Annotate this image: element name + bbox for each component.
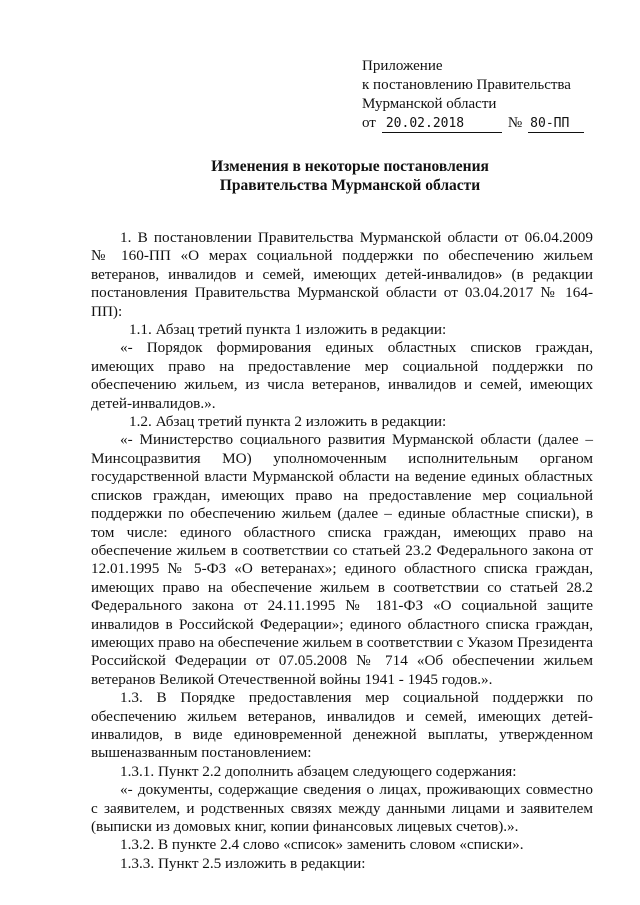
paragraph-1-3-1-text: «- документы, содержащие сведения о лицах, проживающих совместно с заявителем, и родственных связях между данными лицами и заявителем (выписки из домовых книг, копии финансовых лицевых счетов).». bbox=[91, 781, 593, 835]
document-body bbox=[91, 229, 593, 873]
paragraph-1-3-3: 1.3.3. Пункт 2.5 изложить в редакции: bbox=[120, 854, 366, 872]
paragraph-1-3-2: 1.3.2. В пункте 2.4 слово «список» заменить словом «списки». bbox=[120, 836, 524, 854]
number-label: № bbox=[507, 115, 523, 131]
paragraph-1-2-text: «- Министерство социального развития Мурманской области (далее – Минсоцразвития МО) уполномоченным исполнительным органом государственной власти Мурманской области на ведение единых областных списков граждан, имеющих право на предоставление мер социальной поддержки по обеспечению жильем (далее – единые областные списки), в том числе: единого областного списка граждан, имеющих право на обеспечение жильем в соответствии со статьей 23.2 Федерального закона от 12.01.1995 № 5-ФЗ «О ветеранах»; единого областного списка граждан, имеющих право на обеспечение жильем в соответствии со статьей 28.2 Федерального закона от 24.11.1995 № 181-ФЗ «О социальной защите инвалидов в Российской Федерации»; единого областного списка граждан, имеющих право на обеспечение жильем в соответствии с Указом Президента Российской Федерации от 07.05.2008 № 714 «Об обеспечении жильем ветеранов Великой Отечественной войны 1941 - 1945 годов.». bbox=[91, 431, 593, 688]
document-title bbox=[0, 157, 640, 195]
paragraph-1-2: 1.2. Абзац третий пункта 2 изложить в редакции: bbox=[129, 413, 447, 431]
paragraph-1-1: 1.1. Абзац третий пункта 1 изложить в редакции: bbox=[129, 321, 447, 339]
annex-title: Приложение bbox=[362, 58, 443, 74]
resolution-number: 80-ПП bbox=[528, 116, 584, 133]
title-line-1: Изменения в некоторые постановления bbox=[211, 158, 489, 175]
annex-line-resolution: к постановлению Правительства bbox=[362, 77, 571, 93]
annex-line-region: Мурманской области bbox=[362, 96, 497, 112]
paragraph-1: 1. В постановлении Правительства Мурманской области от 06.04.2009 № 160-ПП «О мерах социальной поддержки по обеспечению жильем ветеранов, инвалидов и семей, имеющих детей-инвалидов» (в редакции постановления Правительства Мурманской области от 03.04.2017 № 164-ПП): bbox=[91, 229, 593, 320]
paragraph-1-3: 1.3. В Порядке предоставления мер социальной поддержки по обеспечению жильем ветеранов, инвалидов и семей, имеющих детей-инвалидов, в виде единовременной денежной выплаты, утвержденном вышеназванным постановлением: bbox=[91, 689, 593, 762]
date-prefix: от bbox=[362, 115, 376, 131]
title-line-2: Правительства Мурманской области bbox=[219, 177, 481, 194]
paragraph-1-1-text: «- Порядок формирования единых областных списков граждан, имеющих право на предоставление мер социальной поддержки по обеспечению жильем, из числа ветеранов, инвалидов и семей, имеющих детей-инвалидов.». bbox=[91, 339, 593, 412]
resolution-date: 20.02.2018 bbox=[382, 116, 502, 133]
paragraph-1-3-1: 1.3.1. Пункт 2.2 дополнить абзацем следующего содержания: bbox=[120, 762, 517, 780]
annex-date-number-line bbox=[362, 114, 584, 133]
annex-header bbox=[362, 57, 584, 133]
